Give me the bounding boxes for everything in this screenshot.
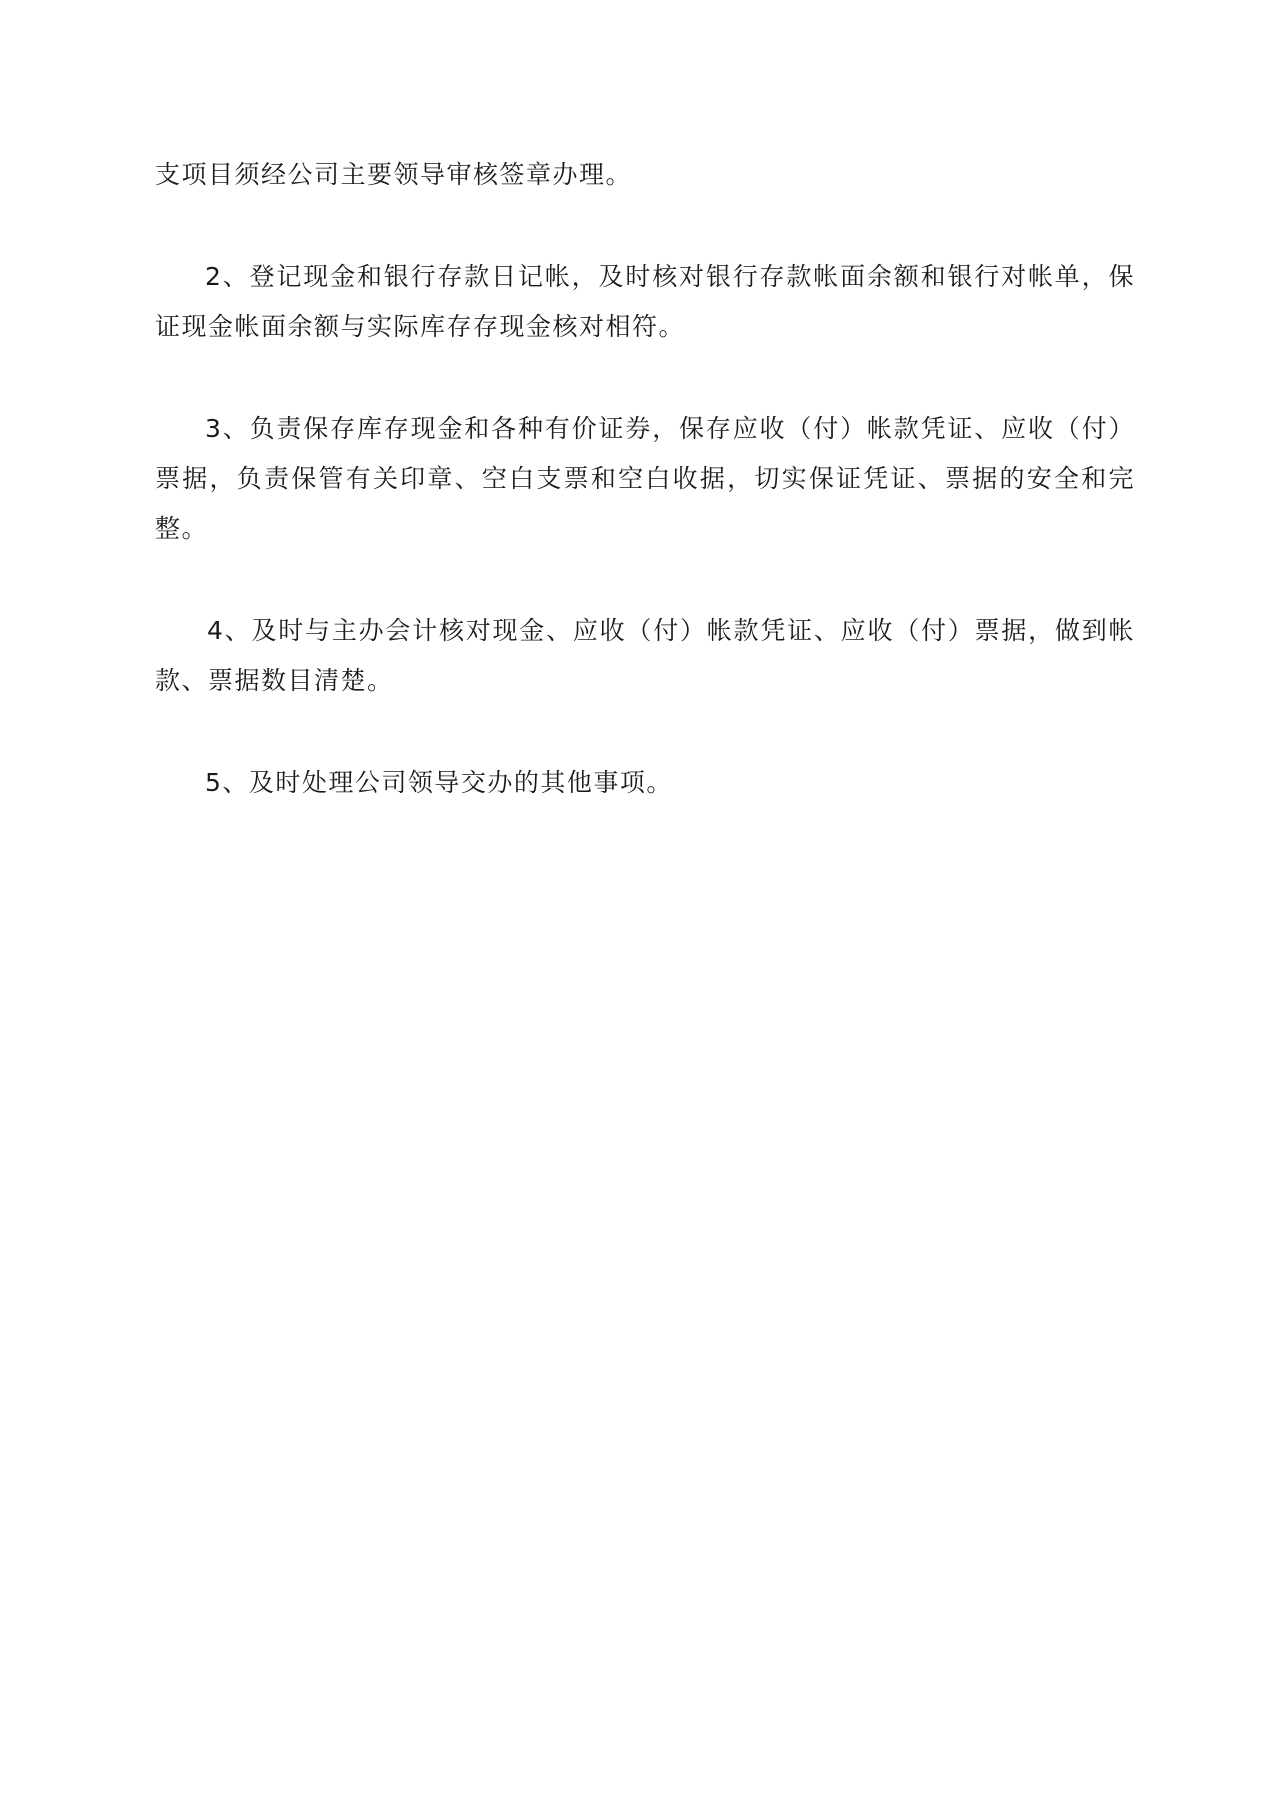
paragraph-continuation: 支项目须经公司主要领导审核签章办理。	[155, 160, 633, 189]
paragraph-item-3: 3、负责保存库存现金和各种有价证券，保存应收（付）帐款凭证、应收（付）票据，负责保管有关印章、空白支票和空白收据，切实保证凭证、票据的安全和完整。	[155, 414, 1135, 543]
document-body	[155, 150, 1135, 860]
paragraph-item-4: 4、及时与主办会计核对现金、应收（付）帐款凭证、应收（付）票据，做到帐款、票据数目清楚。	[155, 616, 1135, 695]
paragraph-item-2: 2、登记现金和银行存款日记帐，及时核对银行存款帐面余额和银行对帐单，保证现金帐面余额与实际库存存现金核对相符。	[155, 262, 1135, 341]
paragraph-item-5: 5、及时处理公司领导交办的其他事项。	[205, 768, 673, 797]
